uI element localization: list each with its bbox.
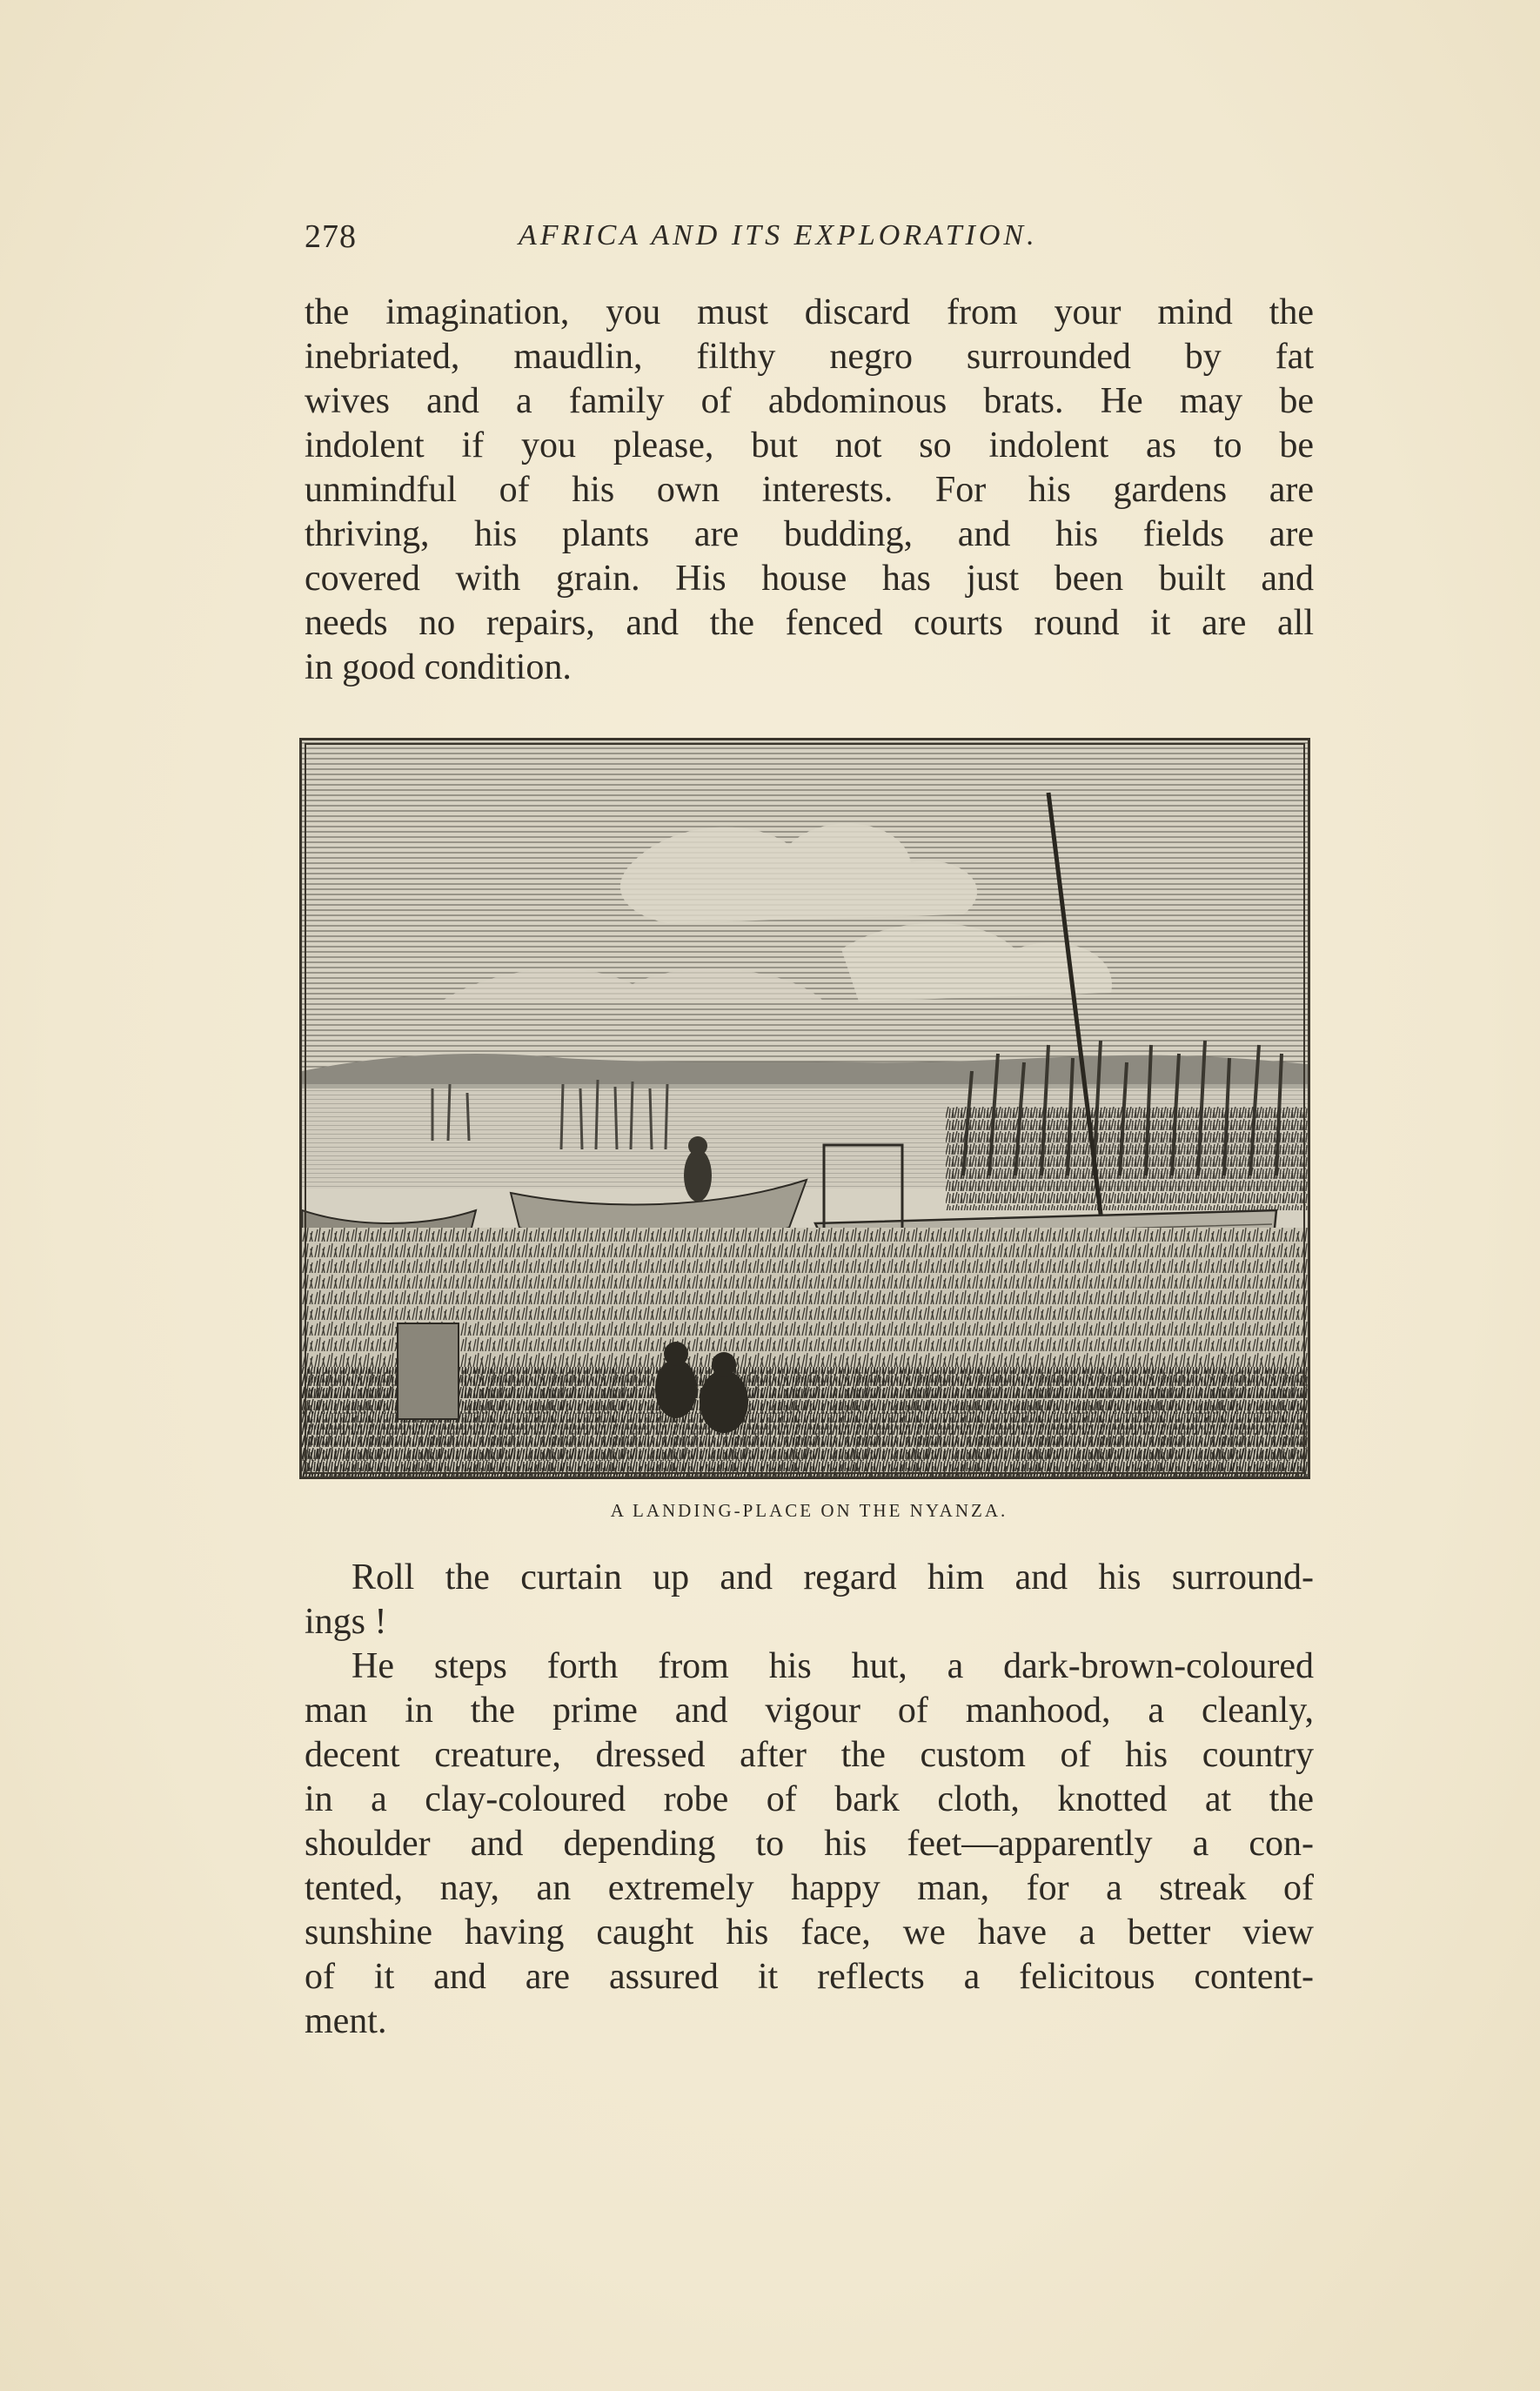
text-line: shoulder and depending to his feet—apparently a con- — [305, 1824, 1314, 1864]
text-line: indolent if you please, but not so indolent as to be — [305, 425, 1314, 465]
text-line: Roll the curtain up and regard him and his surround- — [352, 1557, 1314, 1597]
engraving-illustration — [299, 738, 1310, 1479]
text-line: wives and a family of abdominous brats. He may be — [305, 381, 1314, 421]
text-line: man in the prime and vigour of manhood, a cleanly, — [305, 1691, 1314, 1731]
text-line: sunshine having caught his face, we have a better view — [305, 1912, 1314, 1952]
text-line: thriving, his plants are budding, and his fields are — [305, 514, 1314, 554]
paragraph-1 — [305, 291, 1314, 690]
text-line: He steps forth from his hut, a dark-brown-coloured — [352, 1646, 1314, 1686]
text-line: the imagination, you must discard from your mind the — [305, 292, 1314, 332]
text-line: ings ! — [305, 1602, 387, 1642]
text-line: in good condition. — [305, 647, 572, 687]
text-line: covered with grain. His house has just been built and — [305, 559, 1314, 599]
text-line: unmindful of his own interests. For his gardens are — [305, 470, 1314, 510]
text-line: in a clay-coloured robe of bark cloth, knotted at the — [305, 1779, 1314, 1819]
text-line: needs no repairs, and the fenced courts round it are all — [305, 603, 1314, 643]
running-title: AFRICA AND ITS EXPLORATION. — [519, 219, 1038, 251]
text-line: decent creature, dressed after the custom of his country — [305, 1735, 1314, 1775]
text-line: ment. — [305, 2001, 387, 2041]
paragraph-2 — [305, 1556, 1314, 1644]
text-line: inebriated, maudlin, filthy negro surrounded by fat — [305, 337, 1314, 377]
text-line: of it and are assured it reflects a felicitous content- — [305, 1957, 1314, 1997]
figure-caption: A LANDING-PLACE ON THE NYANZA. — [610, 1500, 1008, 1521]
running-head — [305, 218, 1314, 261]
landing-place-engraving — [302, 740, 1308, 1477]
paragraph-3 — [305, 1644, 1314, 2044]
text-line: tented, nay, an extremely happy man, for a streak of — [305, 1868, 1314, 1908]
page-number: 278 — [305, 218, 357, 255]
